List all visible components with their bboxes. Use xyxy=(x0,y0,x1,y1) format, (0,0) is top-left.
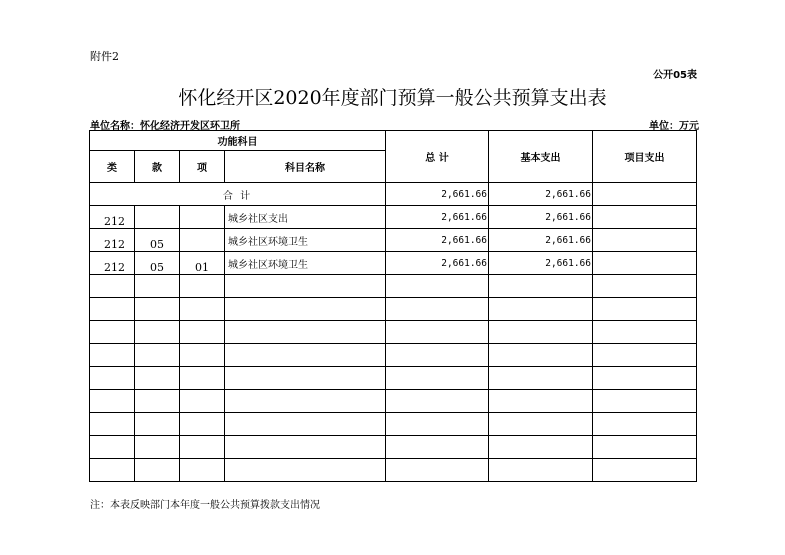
total-row-total: 2,661.66 xyxy=(386,183,489,206)
kuan-header: 款 xyxy=(135,151,180,183)
row-subject-name: 城乡社区支出 xyxy=(225,206,386,229)
row-kuan: 05 xyxy=(135,252,180,275)
header-row-1 xyxy=(90,131,697,151)
row-lei: 212 xyxy=(90,206,135,229)
project-expense-header: 项目支出 xyxy=(593,131,697,183)
row-total: 2,661.66 xyxy=(386,229,489,252)
row-subject-name: 城乡社区环境卫生 xyxy=(225,229,386,252)
row-basic: 2,661.66 xyxy=(489,252,593,275)
empty-row xyxy=(90,390,697,413)
row-lei: 212 xyxy=(90,229,135,252)
total-row-basic: 2,661.66 xyxy=(489,183,593,206)
row-subject-name: 城乡社区环境卫生 xyxy=(225,252,386,275)
total-row-project xyxy=(593,183,697,206)
table-row xyxy=(90,252,697,275)
empty-row xyxy=(90,321,697,344)
subject-name-header: 科目名称 xyxy=(225,151,386,183)
row-xiang: 01 xyxy=(180,252,225,275)
row-lei: 212 xyxy=(90,252,135,275)
functional-subjects-header: 功能科目 xyxy=(90,131,386,151)
row-project xyxy=(593,252,697,275)
page-title: 怀化经开区2020年度部门预算一般公共预算支出表 xyxy=(178,87,607,109)
empty-row xyxy=(90,344,697,367)
total-header: 总 计 xyxy=(386,131,489,183)
row-kuan: 05 xyxy=(135,229,180,252)
empty-row xyxy=(90,413,697,436)
row-xiang xyxy=(180,229,225,252)
basic-expense-header: 基本支出 xyxy=(489,131,593,183)
table-row xyxy=(90,229,697,252)
row-project xyxy=(593,206,697,229)
xiang-header: 项 xyxy=(180,151,225,183)
empty-row xyxy=(90,298,697,321)
table-row xyxy=(90,206,697,229)
unit-label: 单位：万元 xyxy=(649,121,699,132)
row-total: 2,661.66 xyxy=(386,206,489,229)
budget-table xyxy=(89,130,697,482)
empty-row xyxy=(90,459,697,482)
row-basic: 2,661.66 xyxy=(489,229,593,252)
total-row xyxy=(90,183,697,206)
unit-name-value: 怀化经济开发区环卫所 xyxy=(140,121,240,132)
row-total: 2,661.66 xyxy=(386,252,489,275)
row-xiang xyxy=(180,206,225,229)
attachment-label: 附件2 xyxy=(90,50,119,63)
footnote: 注：本表反映部门本年度一般公共预算拨款支出情况 xyxy=(90,500,320,511)
form-code: 公开05表 xyxy=(653,70,697,81)
lei-header: 类 xyxy=(90,151,135,183)
total-label: 合 计 xyxy=(90,183,386,206)
row-project xyxy=(593,229,697,252)
empty-row xyxy=(90,436,697,459)
empty-row xyxy=(90,275,697,298)
unit-name-label: 单位名称： xyxy=(90,121,140,132)
empty-row xyxy=(90,367,697,390)
row-kuan xyxy=(135,206,180,229)
row-basic: 2,661.66 xyxy=(489,206,593,229)
